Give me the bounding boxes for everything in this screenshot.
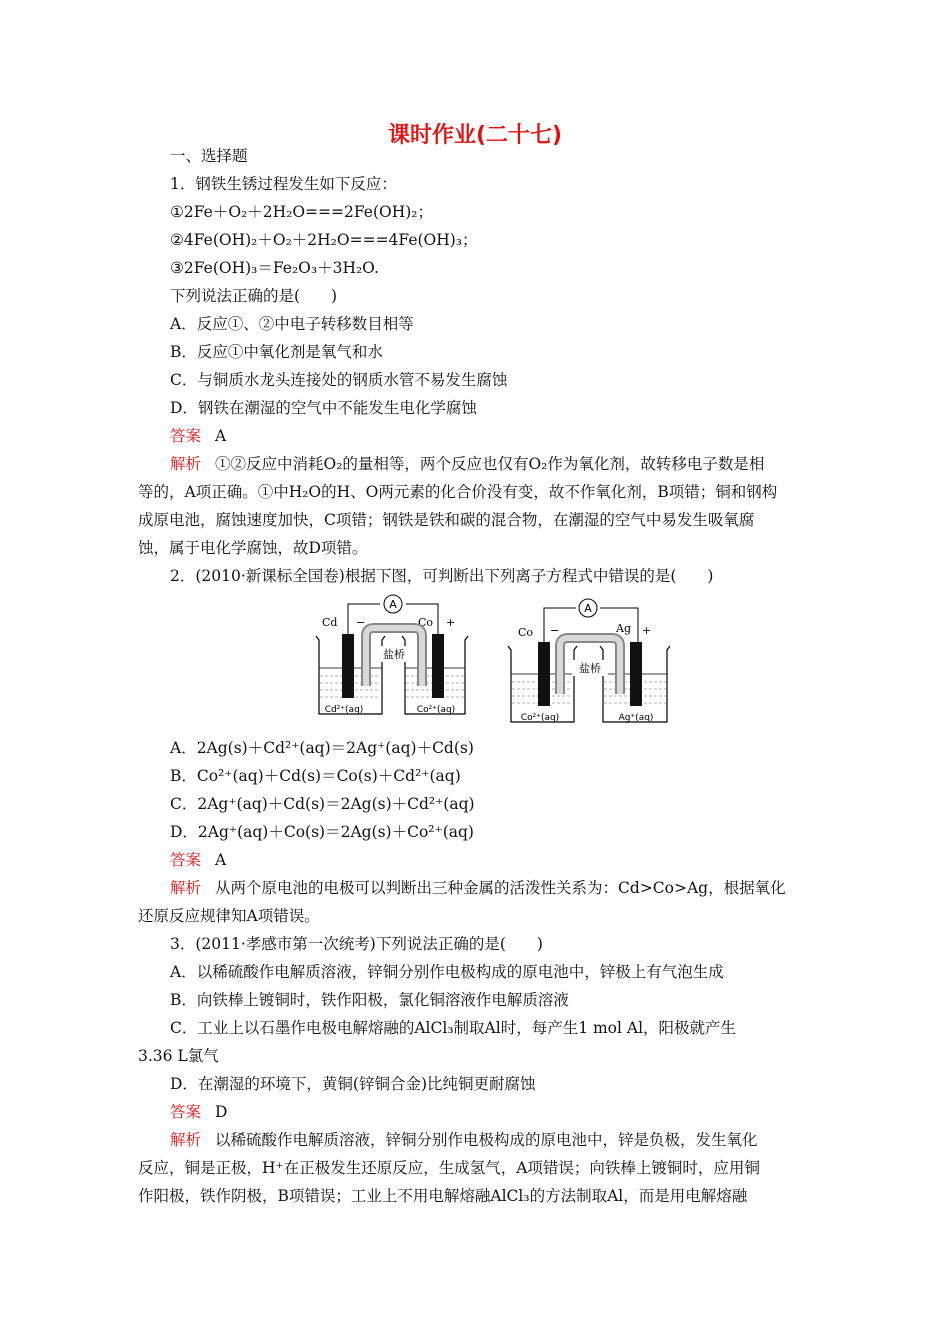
answer-label: 答案 xyxy=(170,1103,202,1121)
svg-text:Ag⁺(aq): Ag⁺(aq) xyxy=(618,713,654,723)
q1-option-b: B．反应①中氧化剂是氧气和水 xyxy=(170,343,383,361)
page-title: 课时作业(二十七) xyxy=(387,123,563,148)
analysis-label: 解析 xyxy=(170,879,202,897)
q1-reaction-3: ③2Fe(OH)₃＝Fe₂O₃＋3H₂O. xyxy=(170,259,379,277)
q1-option-a: A．反应①、②中电子转移数目相等 xyxy=(170,315,414,333)
section-heading: 一、选择题 xyxy=(170,147,248,165)
galvanic-cell-cd-co xyxy=(310,586,470,720)
answer-value: A xyxy=(215,851,227,869)
q2-option-c: C．2Ag⁺(aq)＋Cd(s)＝2Ag(s)＋Cd²⁺(aq) xyxy=(170,795,475,813)
q3-analysis-line-1 xyxy=(170,1130,758,1150)
svg-text:+: + xyxy=(642,624,652,637)
q1-analysis-line-4: 蚀，属于电化学腐蚀，故D项错。 xyxy=(138,539,368,557)
analysis-text: ①②反应中消耗O₂的量相等，两个反应也仅有O₂作为氧化剂，故转移电子数是相 xyxy=(215,455,765,473)
svg-text:Ag: Ag xyxy=(616,622,631,635)
svg-text:Cd²⁺(aq): Cd²⁺(aq) xyxy=(324,705,364,715)
q1-reaction-1: ①2Fe＋O₂＋2H₂O===2Fe(OH)₂； xyxy=(170,203,433,221)
q1-analysis-line-2: 等的，A项正确。①中H₂O的H、O两元素的化合价没有变，故不作氧化剂，B项错；铜和钢构 xyxy=(138,483,778,501)
answer-value: D xyxy=(215,1103,228,1121)
analysis-label: 解析 xyxy=(170,455,202,473)
q1-analysis-line-1 xyxy=(170,454,764,474)
svg-text:A: A xyxy=(389,598,397,611)
svg-text:A: A xyxy=(584,602,592,615)
q1-answer xyxy=(170,426,226,446)
svg-text:盐桥: 盐桥 xyxy=(383,648,405,661)
q3-answer xyxy=(170,1102,227,1122)
q1-option-d: D．钢铁在潮湿的空气中不能发生电化学腐蚀 xyxy=(170,399,477,417)
q3-option-c-cont: 3.36 L氯气 xyxy=(138,1047,219,1065)
answer-label: 答案 xyxy=(170,851,202,869)
q2-answer xyxy=(170,850,226,870)
q3-analysis-line-2: 反应，铜是正极，H⁺在正极发生还原反应，生成氢气，A项错误；向铁棒上镀铜时，应用铜 xyxy=(138,1159,760,1177)
svg-text:Co: Co xyxy=(518,626,534,639)
svg-text:Cd: Cd xyxy=(322,616,338,629)
svg-text:Co²⁺(aq): Co²⁺(aq) xyxy=(520,713,560,723)
svg-text:+: + xyxy=(446,616,456,629)
q2-analysis-line-1 xyxy=(170,878,786,898)
svg-text:Co²⁺(aq): Co²⁺(aq) xyxy=(416,705,456,715)
q2-analysis-line-2: 还原反应规律知A项错误。 xyxy=(138,907,320,925)
answer-value: A xyxy=(215,427,227,445)
q1-analysis-line-3: 成原电池，腐蚀速度加快，C项错；钢铁是铁和碳的混合物，在潮湿的空气中易发生吸氧腐 xyxy=(138,511,755,529)
q2-stem: 2．(2010·新课标全国卷)根据下图，可判断出下列离子方程式中错误的是( ) xyxy=(170,567,714,585)
analysis-text: 从两个原电池的电极可以判断出三种金属的活泼性关系为：Cd>Co>Ag，根据氧化 xyxy=(215,879,786,897)
svg-text:−: − xyxy=(550,624,560,637)
q3-stem: 3．(2011·孝感市第一次统考)下列说法正确的是( ) xyxy=(170,935,543,953)
q3-option-c: C．工业上以石墨作电极电解熔融的AlCl₃制取Al时，每产生1 mol Al，阳极就产生 xyxy=(170,1019,737,1037)
answer-label: 答案 xyxy=(170,427,202,445)
svg-text:−: − xyxy=(356,616,366,629)
q3-option-a: A．以稀硫酸作电解质溶液，锌铜分别作电极构成的原电池中，锌极上有气泡生成 xyxy=(170,963,724,981)
galvanic-cell-co-ag xyxy=(504,594,674,728)
q3-option-b: B．向铁棒上镀铜时，铁作阳极，氯化铜溶液作电解质溶液 xyxy=(170,991,569,1009)
analysis-label: 解析 xyxy=(170,1131,202,1149)
q1-stem: 1．钢铁生锈过程发生如下反应： xyxy=(170,175,397,193)
q1-option-c: C．与铜质水龙头连接处的钢质水管不易发生腐蚀 xyxy=(170,371,508,389)
svg-text:盐桥: 盐桥 xyxy=(579,662,601,675)
q3-analysis-line-3: 作阳极，铁作阴极，B项错误；工业上不用电解熔融AlCl₃的方法制取Al，而是用电解熔融 xyxy=(138,1187,748,1205)
q1-question: 下列说法正确的是( ) xyxy=(170,287,338,305)
q2-option-b: B．Co²⁺(aq)＋Cd(s)＝Co(s)＋Cd²⁺(aq) xyxy=(170,767,461,785)
q2-option-d: D．2Ag⁺(aq)＋Co(s)＝2Ag(s)＋Co²⁺(aq) xyxy=(170,823,474,841)
q1-reaction-2: ②4Fe(OH)₂＋O₂＋2H₂O===4Fe(OH)₃； xyxy=(170,231,478,249)
svg-text:Co: Co xyxy=(418,616,434,629)
q2-option-a: A．2Ag(s)＋Cd²⁺(aq)＝2Ag⁺(aq)＋Cd(s) xyxy=(170,739,474,757)
q3-option-d: D．在潮湿的环境下，黄铜(锌铜合金)比纯铜更耐腐蚀 xyxy=(170,1075,536,1093)
analysis-text: 以稀硫酸作电解质溶液，锌铜分别作电极构成的原电池中，锌是负极，发生氧化 xyxy=(215,1131,758,1149)
